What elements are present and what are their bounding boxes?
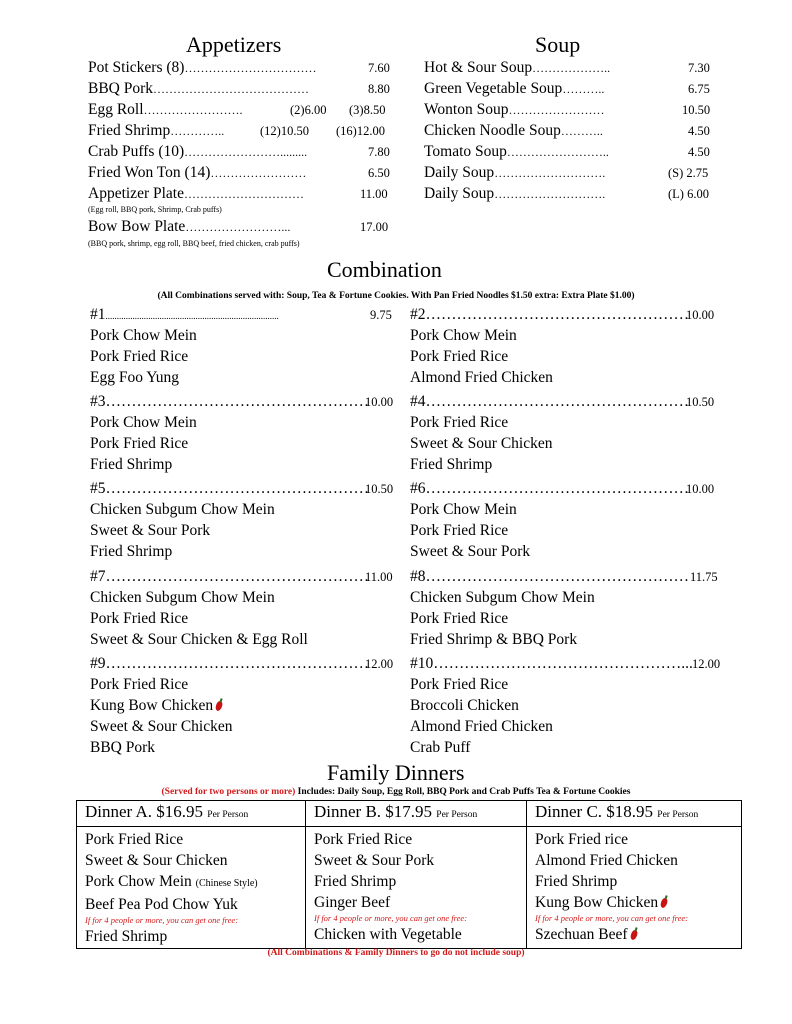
combo-item: Pork Fried Rice bbox=[90, 435, 189, 452]
combo-item: Pork Fried Rice bbox=[410, 414, 509, 431]
combo-item: Chicken Subgum Chow Mein bbox=[410, 589, 595, 606]
appetizer-item: Egg Roll……………………. (2)6.00 (3)8.50 bbox=[88, 101, 386, 118]
combo-title: #2…………………………………………… 10.00 bbox=[410, 306, 715, 323]
combo-item: Kung Bow Chicken bbox=[90, 696, 222, 716]
appetizer-note: (BBQ pork, shrimp, egg roll, BBQ beef, fried chicken, crab puffs) bbox=[88, 239, 300, 248]
chili-pepper-icon bbox=[660, 897, 669, 908]
combo-item: Pork Fried Rice bbox=[90, 348, 189, 365]
combo-item: Pork Chow Mein bbox=[410, 501, 517, 518]
combo-item: Chicken Subgum Chow Mein bbox=[90, 501, 275, 518]
dinner-a-items bbox=[77, 827, 306, 949]
combo-item: Sweet & Sour Chicken & Egg Roll bbox=[90, 631, 308, 648]
dinner-item: Pork Fried Rice bbox=[314, 831, 413, 848]
combo-item: Pork Chow Mein bbox=[90, 327, 197, 344]
free-offer-note: If for 4 people or more, you can get one free: bbox=[535, 913, 689, 923]
combo-item: Pork Fried Rice bbox=[90, 610, 189, 627]
combo-item: Pork Fried Rice bbox=[410, 348, 509, 365]
combo-item: Fried Shrimp & BBQ Pork bbox=[410, 631, 578, 648]
combo-title: #5…………………………………………… 10.50 bbox=[90, 480, 394, 497]
soup-item: Tomato Soup…………………….. 4.50 bbox=[424, 143, 710, 160]
combo-item: Sweet & Sour Pork bbox=[90, 522, 211, 539]
free-offer-note: If for 4 people or more, you can get one free: bbox=[85, 915, 239, 925]
combo-item: Sweet & Sour Pork bbox=[410, 543, 531, 560]
combo-item: Fried Shrimp bbox=[90, 456, 173, 473]
appetizer-note: (Egg roll, BBQ pork, Shrimp, Crab puffs) bbox=[88, 205, 222, 214]
appetizer-item: Fried Shrimp………….. (12)10.50 (16)12.00 bbox=[88, 122, 385, 139]
appetizer-item: Pot Stickers (8)…………………………… 7.60 bbox=[88, 59, 390, 76]
appetizer-item: Appetizer Plate………………………… 11.00 bbox=[88, 185, 388, 202]
free-item: Chicken with Vegetable bbox=[314, 926, 462, 943]
combo-item: Chicken Subgum Chow Mein bbox=[90, 589, 275, 606]
free-item: Szechuan Beef bbox=[535, 924, 741, 945]
family-dinners-note: (Served for two persons or more) Includes: Daily Soup, Egg Roll, BBQ Pork and Crab Puffs Tea & Fortune Cookies bbox=[161, 787, 631, 797]
combo-item: Pork Fried Rice bbox=[90, 676, 189, 693]
combo-item: Crab Puff bbox=[410, 739, 471, 756]
chili-pepper-icon bbox=[215, 700, 224, 711]
dinner-item: Pork Fried Rice bbox=[85, 831, 184, 848]
soup-item: Hot & Sour Soup……………….. 7.30 bbox=[424, 59, 710, 76]
combo-title: #9…………………………………………… 12.00 bbox=[90, 655, 394, 672]
combo-title: #3…………………………………………… 10.00 bbox=[90, 393, 394, 410]
combo-title: #7…………………………………………… 11.00 bbox=[90, 568, 393, 585]
combo-item: Almond Fried Chicken bbox=[410, 369, 553, 386]
combo-item: Pork Fried Rice bbox=[410, 676, 509, 693]
dinner-a-header: Dinner A. $16.95 Per Person bbox=[77, 801, 306, 827]
family-dinners-title: Family Dinners bbox=[327, 760, 465, 785]
combo-item: BBQ Pork bbox=[90, 739, 156, 756]
combo-title: #10…………………………………………... 12.00 bbox=[410, 655, 721, 672]
dinner-c-header: Dinner C. $18.95 Per Person bbox=[527, 801, 742, 827]
soup-item: Chicken Noodle Soup……….. 4.50 bbox=[424, 122, 710, 139]
combination-note: (All Combinations served with: Soup, Tea & Fortune Cookies. With Pan Fried Noodles $1.50 extra: Extra Plate $1.00) bbox=[157, 291, 635, 301]
combo-item: Fried Shrimp bbox=[410, 456, 493, 473]
dinner-item: Ginger Beef bbox=[314, 894, 391, 911]
soup-item: Daily Soup………………………. (L) 6.00 bbox=[424, 185, 709, 202]
combo-item: Sweet & Sour Chicken bbox=[410, 435, 553, 452]
combination-title: Combination bbox=[327, 257, 442, 282]
dinner-b-header: Dinner B. $17.95 Per Person bbox=[306, 801, 527, 827]
dinner-item: Fried Shrimp bbox=[535, 873, 618, 890]
combo-item: Pork Chow Mein bbox=[410, 327, 517, 344]
dinner-item: Almond Fried Chicken bbox=[535, 852, 678, 869]
chili-pepper-icon bbox=[629, 929, 638, 940]
combo-title: #1............................................................................. 9.75 bbox=[90, 306, 392, 323]
combo-item: Almond Fried Chicken bbox=[410, 718, 553, 735]
dinner-item: Pork Fried rice bbox=[535, 831, 628, 848]
dinner-c-items bbox=[527, 827, 742, 949]
dinner-item: Beef Pea Pod Chow Yuk bbox=[85, 896, 238, 913]
combo-item: Pork Fried Rice bbox=[410, 610, 509, 627]
combo-item: Sweet & Sour Chicken bbox=[90, 718, 233, 735]
family-dinner-items-row bbox=[77, 827, 742, 949]
combo-item: Pork Fried Rice bbox=[410, 522, 509, 539]
bottom-note: (All Combinations & Family Dinners to go do not include soup) bbox=[267, 948, 525, 958]
free-item: Fried Shrimp bbox=[85, 928, 168, 945]
family-dinner-header-row bbox=[77, 801, 742, 827]
soup-item: Green Vegetable Soup……….. 6.75 bbox=[424, 80, 710, 97]
appetizer-item: BBQ Pork………………………………… 8.80 bbox=[88, 80, 390, 97]
appetizer-item: Bow Bow Plate……………………... 17.00 bbox=[88, 218, 389, 235]
dinner-item: Sweet & Sour Chicken bbox=[85, 852, 228, 869]
appetizers-title: Appetizers bbox=[186, 32, 282, 57]
soup-item: Daily Soup………………………. (S) 2.75 bbox=[424, 164, 709, 181]
combo-title: #8…………………………………………… 11.75 bbox=[410, 568, 718, 585]
dinner-item: Sweet & Sour Pork bbox=[314, 852, 435, 869]
soup-title: Soup bbox=[535, 32, 581, 57]
free-offer-note: If for 4 people or more, you can get one free: bbox=[314, 913, 468, 923]
dinner-item: Kung Bow Chicken bbox=[535, 892, 741, 913]
dinner-b-items bbox=[306, 827, 527, 949]
combo-title: #4…………………………………………… 10.50 bbox=[410, 393, 715, 410]
combo-title: #6…………………………………………… 10.00 bbox=[410, 480, 715, 497]
appetizer-item: Crab Puffs (10)……………………......... 7.80 bbox=[88, 143, 390, 160]
appetizer-item: Fried Won Ton (14)…………………… 6.50 bbox=[88, 164, 390, 181]
combo-item: Pork Chow Mein bbox=[90, 414, 197, 431]
dinner-item: Pork Chow Mein (Chinese Style) bbox=[85, 873, 258, 890]
combo-item: Egg Foo Yung bbox=[90, 369, 179, 386]
dinner-item: Fried Shrimp bbox=[314, 873, 397, 890]
family-dinners-table bbox=[76, 800, 742, 949]
combo-item: Broccoli Chicken bbox=[410, 697, 519, 714]
combo-item: Fried Shrimp bbox=[90, 543, 173, 560]
soup-item: Wonton Soup…………………… 10.50 bbox=[424, 101, 711, 118]
